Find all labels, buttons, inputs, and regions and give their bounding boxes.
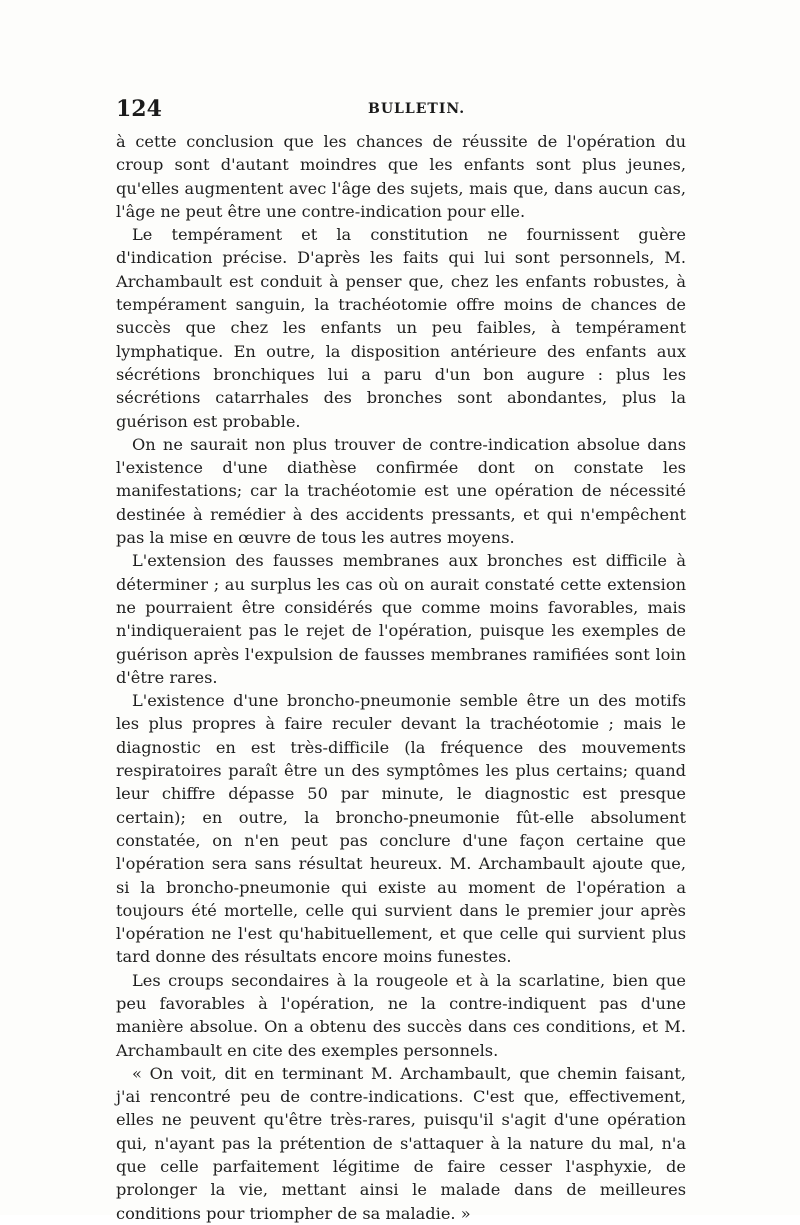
paragraph-diathesis: On ne saurait non plus trouver de contre-indication absolue dans l'existence d'une diathèse confirmée dont on constate les manifestations; car la trachéotomie est une opération de nécessité destinée à remédier à des accidents pressants, et qui n'empêchent pas la mise en œuvre de tous les autres moyens. [116,434,686,548]
page-header [116,96,682,122]
page-number: 124 [116,96,162,122]
running-head: BULLETIN. [368,101,466,117]
paragraph-age: à cette conclusion que les chances de réussite de l'opération du croup sont d'autant moindres que les enfants sont plus jeunes, qu'elles augmentent avec l'âge des sujets, mais que, dans aucun cas, l'âge ne peut être une contre-indication pour elle. [116,132,686,221]
paragraph-secondary-croups: Les croups secondaires à la rougeole et à la scarlatine, bien que peu favorables à l'opération, ne la contre-indiquent pas d'une manière absolue. On a obtenu des succès dans ces conditions, et M. Archambault en cite des exemples personnels. [116,970,686,1060]
paragraph-conclusion-quote: « On voit, dit en terminant M. Archambault, que chemin faisant, j'ai rencontré peu de contre-indications. C'est que, effectivement, elles ne peuvent qu'être très-rares, puisqu'il s'agit d'une opération qui, n'ayant pas la prétention de s'attaquer à la nature du mal, n'a que celle parfaitement légitime de faire cesser l'asphyxie, de prolonger la vie, mettant ainsi le malade dans de meilleures conditions pour triompher de sa maladie. » [116,1063,686,1223]
body-text [116,130,686,1225]
paragraph-temperament: Le tempérament et la constitution ne fournissent guère d'indication précise. D'après les faits qui lui sont personnels, M. Archambault est conduit à penser que, chez les enfants robustes, à tempérament sanguin, la trachéotomie offre moins de chances de succès que chez les enfants un peu faibles, à tempérament lymphatique. En outre, la disposition antérieure des enfants aux sécrétions bronchiques lui a paru d'un bon augure : plus les sécrétions catarrhales des bronches sont abondantes, plus la guérison est probable. [116,225,686,431]
paragraph-false-membranes: L'extension des fausses membranes aux bronches est difficile à déterminer ; au surplus les cas où on aurait constaté cette extension ne pourraient être considérés que comme moins favorables, mais n'indiqueraient pas le rejet de l'opération, puisque les exemples de guérison après l'expulsion de fausses membranes ramifiées sont loin d'être rares. [116,551,686,687]
paragraph-broncho-pneumonia: L'existence d'une broncho-pneumonie semble être un des motifs les plus propres à faire reculer devant la trachéotomie ; mais le diagnostic en est très-difficile (la fréquence des mouvements respiratoires paraît être un des symptômes les plus certains; quand leur chiffre dépasse 50 par minute, le diagnostic est presque certain); en outre, la broncho-pneumonie fût-elle absolument constatée, on n'en peut pas conclure d'une façon certaine que l'opération sera sans résultat heureux. M. Archambault ajoute que, si la broncho-pneumonie qui existe au moment de l'opération a toujours été mortelle, celle qui survient dans le premier jour après l'opération ne l'est qu'habituellement, et que celle qui survient plus tard donne des résultats encore moins funestes. [116,691,686,967]
